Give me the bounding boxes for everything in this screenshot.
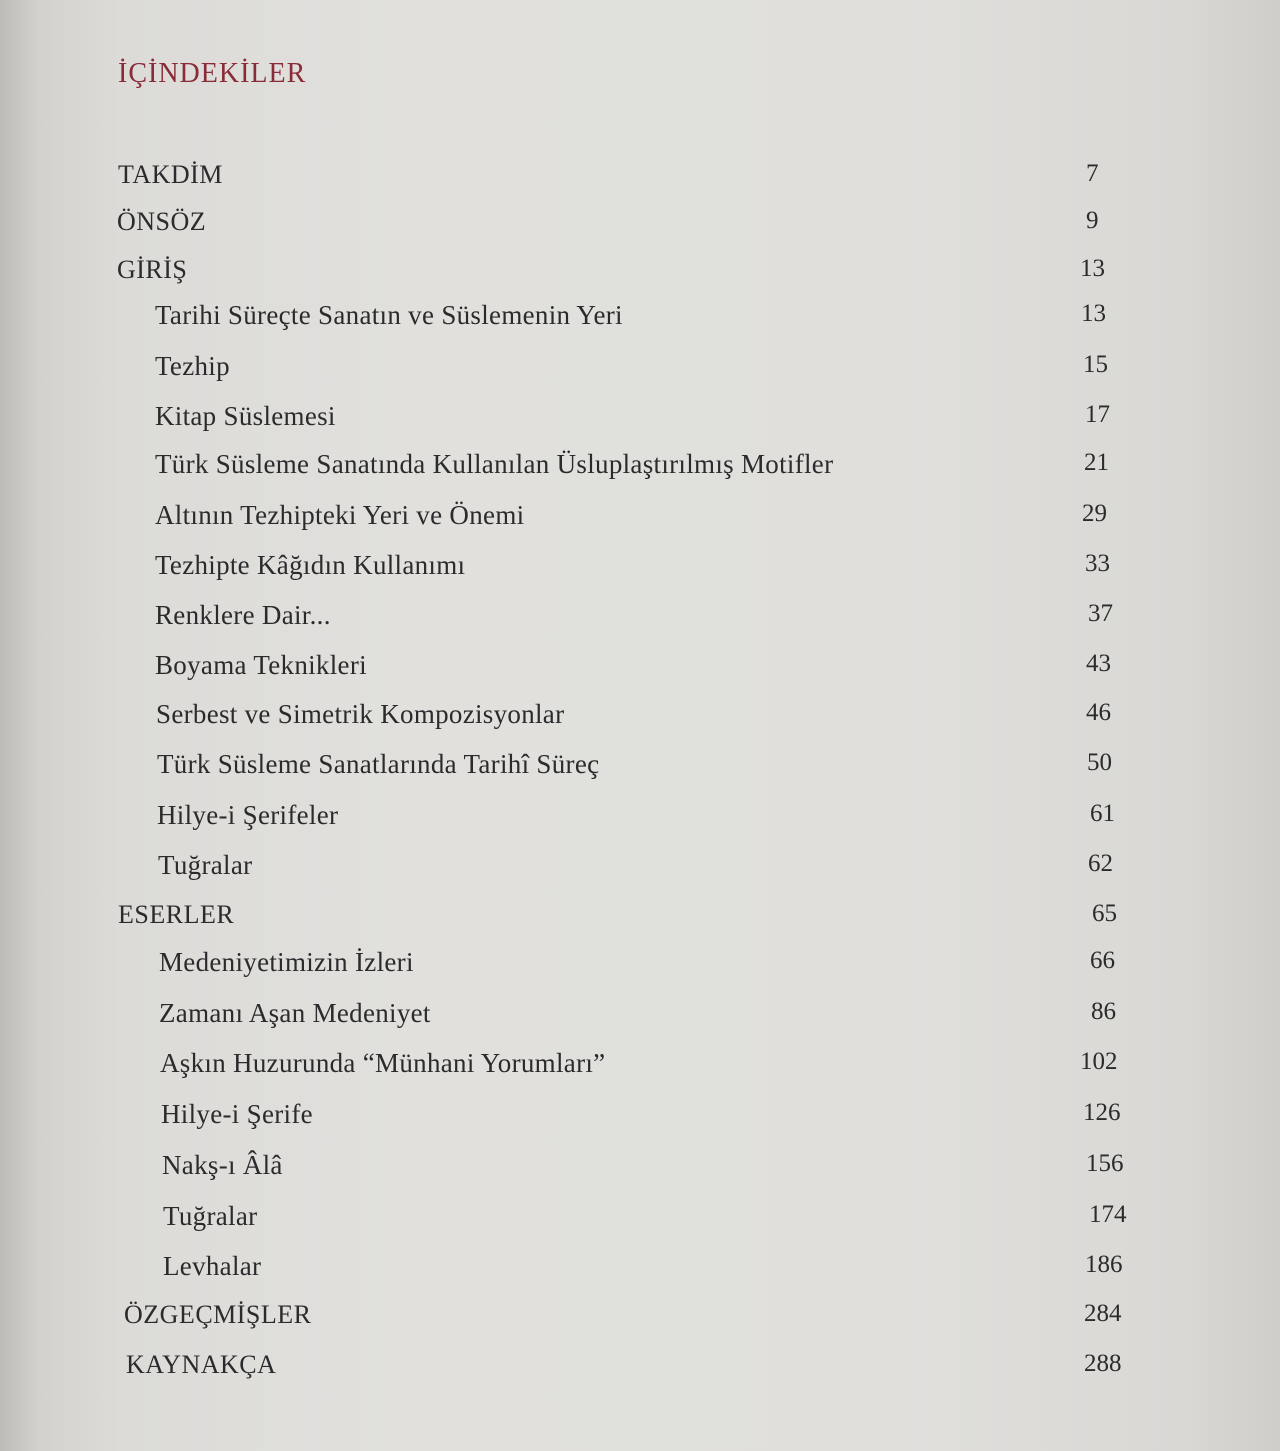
toc-entry-label: Zamanı Aşan Medeniyet bbox=[159, 998, 431, 1028]
toc-title: İÇİNDEKİLER bbox=[118, 58, 307, 89]
toc-subsection-entry bbox=[162, 1150, 1160, 1190]
toc-page-number: 66 bbox=[1090, 947, 1115, 974]
toc-subsection-entry bbox=[157, 749, 1160, 789]
toc-page-number: 174 bbox=[1089, 1201, 1127, 1228]
toc-page-number: 29 bbox=[1082, 500, 1107, 527]
toc-subsection-entry bbox=[156, 699, 1160, 739]
toc-entry-label: Altının Tezhipteki Yeri ve Önemi bbox=[155, 500, 525, 530]
toc-section-entry bbox=[118, 160, 1160, 200]
toc-page-number: 33 bbox=[1085, 550, 1110, 577]
toc-section-entry bbox=[126, 1350, 1160, 1390]
toc-page-number: 65 bbox=[1092, 900, 1117, 927]
toc-page-number: 102 bbox=[1080, 1048, 1118, 1075]
toc-page-number: 37 bbox=[1088, 600, 1113, 627]
toc-page-number: 156 bbox=[1086, 1150, 1124, 1177]
toc-subsection-entry bbox=[155, 600, 1160, 640]
toc-entry-label: Tezhipte Kâğıdın Kullanımı bbox=[155, 550, 466, 580]
toc-entry-label: Tuğralar bbox=[163, 1201, 258, 1231]
toc-subsection-entry bbox=[159, 998, 1160, 1038]
toc-subsection-entry bbox=[161, 1099, 1160, 1139]
toc-page-number: 284 bbox=[1084, 1300, 1122, 1327]
toc-page-number: 13 bbox=[1081, 300, 1106, 327]
toc-section-entry bbox=[117, 207, 1160, 247]
toc-page-number: 21 bbox=[1084, 449, 1109, 476]
toc-section-entry bbox=[117, 255, 1160, 295]
toc-entry-label: Tarihi Süreçte Sanatın ve Süslemenin Yeri bbox=[155, 300, 623, 330]
toc-subsection-entry bbox=[155, 449, 1160, 489]
toc-page-number: 186 bbox=[1085, 1251, 1123, 1278]
toc-entry-label: TAKDİM bbox=[118, 160, 223, 189]
toc-subsection-entry bbox=[155, 550, 1160, 590]
toc-page-number: 13 bbox=[1080, 255, 1105, 282]
toc-subsection-entry bbox=[155, 650, 1160, 690]
toc-entry-label: Kitap Süslemesi bbox=[155, 401, 336, 431]
toc-page-number: 17 bbox=[1085, 401, 1110, 428]
toc-entry-label: Aşkın Huzurunda “Münhani Yorumları” bbox=[160, 1048, 606, 1078]
toc-entry-label: GİRİŞ bbox=[117, 255, 188, 284]
toc-page-number: 9 bbox=[1086, 207, 1099, 234]
toc-entry-label: Medeniyetimizin İzleri bbox=[159, 947, 414, 977]
toc-page-number: 126 bbox=[1083, 1099, 1121, 1126]
toc-page-number: 43 bbox=[1086, 650, 1111, 677]
toc-section-entry bbox=[118, 900, 1160, 940]
toc-entry-label: Nakş-ı Âlâ bbox=[162, 1150, 283, 1180]
toc-subsection-entry bbox=[155, 401, 1160, 441]
toc-page-number: 61 bbox=[1090, 800, 1115, 827]
toc-page-number: 86 bbox=[1091, 998, 1116, 1025]
toc-entry-label: Boyama Teknikleri bbox=[155, 650, 367, 680]
toc-subsection-entry bbox=[155, 351, 1160, 391]
toc-page-number: 62 bbox=[1088, 850, 1113, 877]
toc-entry-label: KAYNAKÇA bbox=[126, 1350, 277, 1379]
toc-entry-label: Hilye-i Şerifeler bbox=[157, 800, 339, 830]
toc-subsection-entry bbox=[157, 800, 1160, 840]
toc-subsection-entry bbox=[158, 850, 1160, 890]
toc-entry-label: Tuğralar bbox=[158, 850, 253, 880]
toc-subsection-entry bbox=[163, 1251, 1160, 1291]
toc-subsection-entry bbox=[155, 500, 1160, 540]
toc-section-entry bbox=[124, 1300, 1160, 1340]
toc-page-number: 15 bbox=[1083, 351, 1108, 378]
toc-entry-label: Serbest ve Simetrik Kompozisyonlar bbox=[156, 699, 565, 729]
toc-subsection-entry bbox=[159, 947, 1160, 987]
toc-entry-label: ÖZGEÇMİŞLER bbox=[124, 1300, 312, 1329]
toc-entry-label: Renklere Dair... bbox=[155, 600, 331, 630]
toc-page-number: 46 bbox=[1086, 699, 1111, 726]
toc-entry-label: Levhalar bbox=[163, 1251, 262, 1281]
toc-subsection-entry bbox=[160, 1048, 1160, 1088]
toc-entry-label: ESERLER bbox=[118, 900, 235, 929]
toc-subsection-entry bbox=[163, 1201, 1160, 1241]
toc-entry-label: Hilye-i Şerife bbox=[161, 1099, 313, 1129]
toc-page-number: 288 bbox=[1084, 1350, 1122, 1377]
toc-entry-label: Türk Süsleme Sanatında Kullanılan Üsluplaştırılmış Motifler bbox=[155, 449, 834, 479]
toc-page-number: 50 bbox=[1087, 749, 1112, 776]
toc-entry-label: ÖNSÖZ bbox=[117, 207, 207, 236]
toc-entry-label: Türk Süsleme Sanatlarında Tarihî Süreç bbox=[157, 749, 600, 779]
toc-page-number: 7 bbox=[1086, 160, 1099, 187]
toc-entry-label: Tezhip bbox=[155, 351, 230, 381]
toc-subsection-entry bbox=[155, 300, 1160, 340]
